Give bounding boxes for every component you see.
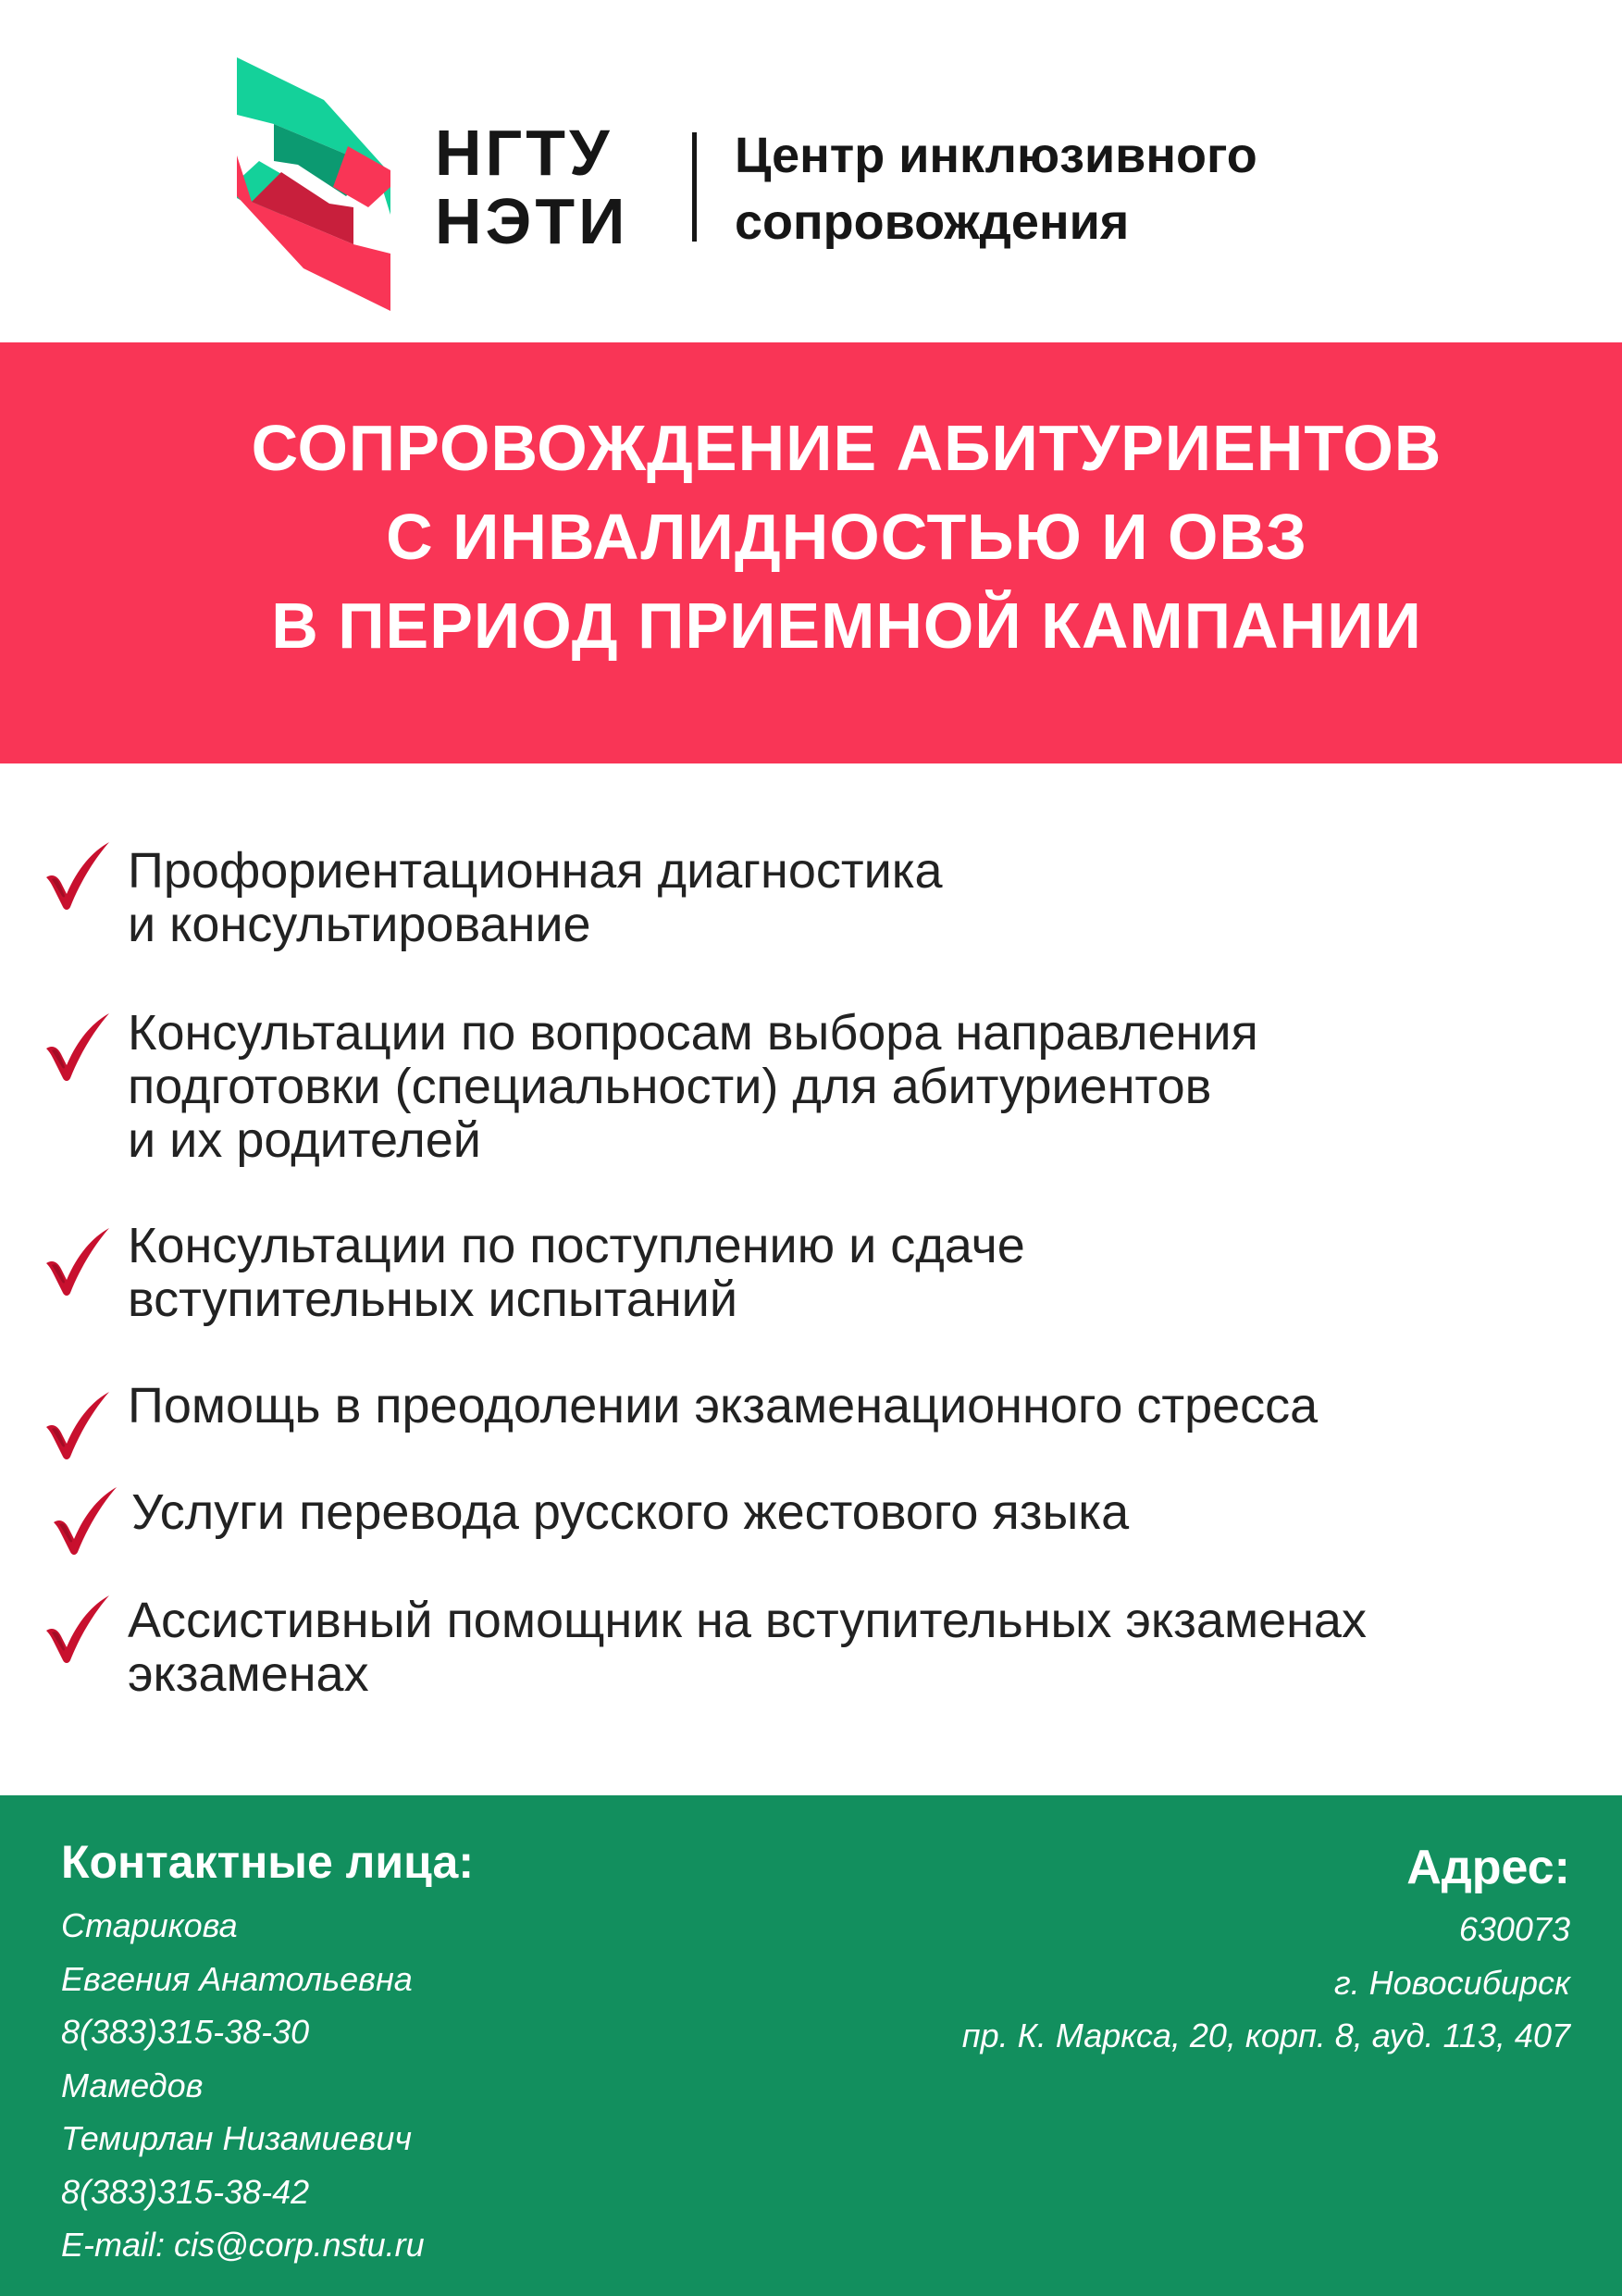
address-lines bbox=[962, 1903, 1570, 2063]
address-street: пр. К. Маркса, 20, корп. 8, ауд. 113, 407 bbox=[961, 2017, 1570, 2054]
page-title bbox=[0, 403, 1622, 670]
header bbox=[0, 0, 1622, 342]
service-line: вступительных испытаний bbox=[128, 1272, 737, 1327]
address-city: г. Новосибирск bbox=[1333, 1963, 1570, 2002]
center-name-line-2: сопровождения bbox=[735, 194, 1130, 250]
contact-full-name: Темирлан Низамиевич bbox=[61, 2119, 413, 2157]
contact-full-name: Евгения Анатольевна bbox=[61, 1959, 413, 1998]
brand-line-2: НЭТИ bbox=[435, 185, 629, 257]
service-line: Услуги перевода русского жестового языка bbox=[131, 1484, 1130, 1540]
service-text bbox=[128, 1379, 1590, 1433]
contacts-heading: Контактные лица: bbox=[61, 1836, 474, 1888]
check-icon bbox=[44, 1594, 111, 1664]
check-icon bbox=[52, 1485, 118, 1556]
service-line: и консультирование bbox=[128, 897, 591, 952]
service-line: Консультации по поступлению и сдаче bbox=[128, 1218, 1025, 1273]
title-line-1: СОПРОВОЖДЕНИЕ АБИТУРИЕНТОВ bbox=[251, 412, 1442, 484]
service-text bbox=[128, 844, 1590, 951]
contact-panel bbox=[0, 1795, 1622, 2296]
service-line: Помощь в преодолении экзаменационного стресса bbox=[128, 1378, 1319, 1433]
address-heading: Адрес: bbox=[1406, 1841, 1570, 1894]
service-line: Ассистивный помощник на вступительных экзаменах bbox=[128, 1593, 1367, 1648]
center-name bbox=[735, 122, 1257, 255]
contact-phone[interactable]: 8(383)315-38-30 bbox=[61, 2013, 310, 2051]
brand-divider bbox=[692, 132, 697, 242]
service-line: и их родителей bbox=[128, 1112, 481, 1168]
center-name-line-1: Центр инклюзивного bbox=[735, 128, 1257, 183]
service-line: Профориентационная диагностика bbox=[128, 843, 943, 899]
contacts-list bbox=[61, 1899, 425, 2272]
service-text bbox=[128, 1219, 1590, 1326]
service-line: Консультации по вопросам выбора направления bbox=[128, 1005, 1258, 1061]
check-icon bbox=[44, 1390, 111, 1460]
service-text bbox=[131, 1485, 1593, 1539]
brand-name bbox=[435, 118, 628, 255]
check-icon bbox=[44, 1226, 111, 1297]
contact-email[interactable]: E-mail: cis@corp.nstu.ru bbox=[61, 2226, 425, 2264]
brand-line-1: НГТУ bbox=[435, 117, 613, 189]
service-text bbox=[128, 1006, 1590, 1167]
contact-surname: Старикова bbox=[61, 1906, 238, 1944]
contact-surname: Мамедов bbox=[61, 2066, 204, 2104]
check-icon bbox=[44, 1011, 111, 1082]
contact-phone[interactable]: 8(383)315-38-42 bbox=[61, 2172, 310, 2211]
title-banner bbox=[0, 342, 1622, 763]
title-line-3: В ПЕРИОД ПРИЕМНОЙ КАМПАНИИ bbox=[271, 590, 1422, 662]
address-postcode: 630073 bbox=[1458, 1910, 1570, 1948]
service-text bbox=[128, 1594, 1590, 1701]
service-line: подготовки (специальности) для абитуриентов bbox=[128, 1059, 1212, 1114]
service-line: экзаменах bbox=[128, 1646, 369, 1702]
title-line-2: С ИНВАЛИДНОСТЬЮ И ОВЗ bbox=[386, 501, 1307, 573]
check-icon bbox=[44, 840, 111, 911]
ngtu-neti-logo-icon bbox=[237, 57, 390, 311]
